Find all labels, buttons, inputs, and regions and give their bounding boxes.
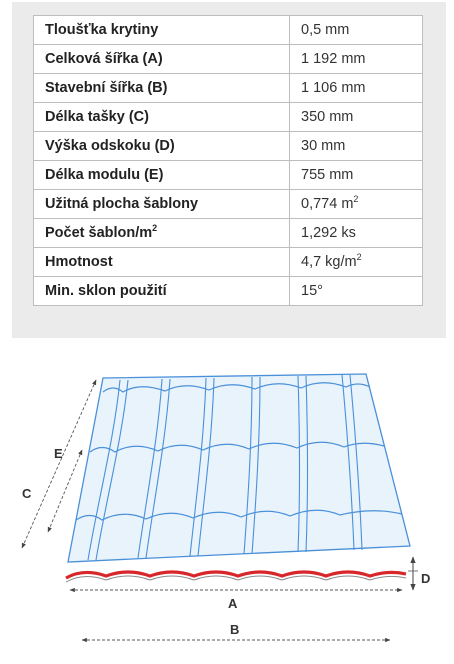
spec-value: 15° — [290, 277, 423, 306]
spec-row — [34, 45, 423, 74]
label-text: Počet šablon/m — [45, 225, 153, 241]
spec-value: 350 mm — [290, 103, 423, 132]
spec-value: 1 192 mm — [290, 45, 423, 74]
spec-value: 755 mm — [290, 161, 423, 190]
spec-value — [290, 248, 423, 277]
spec-label: Stavební šířka (B) — [34, 74, 290, 103]
spec-row — [34, 219, 423, 248]
spec-value: 30 mm — [290, 132, 423, 161]
spec-row — [34, 74, 423, 103]
spec-row — [34, 277, 423, 306]
label-d: D — [421, 571, 431, 586]
spec-table — [33, 15, 423, 306]
value-superscript: 2 — [356, 252, 362, 263]
spec-label: Užitná plocha šablony — [34, 190, 290, 219]
spec-label: Délka modulu (E) — [34, 161, 290, 190]
spec-panel — [12, 2, 446, 338]
spec-value: 1 106 mm — [290, 74, 423, 103]
spec-row — [34, 16, 423, 45]
spec-row — [34, 161, 423, 190]
spec-value: 0,5 mm — [290, 16, 423, 45]
label-c: C — [22, 486, 32, 501]
spec-label: Délka tašky (C) — [34, 103, 290, 132]
spec-label: Výška odskoku (D) — [34, 132, 290, 161]
label-e: E — [54, 446, 63, 461]
sheet-outline — [68, 374, 410, 562]
value-text: 0,774 m — [301, 196, 354, 212]
label-superscript: 2 — [152, 223, 158, 234]
spec-row — [34, 248, 423, 277]
spec-row — [34, 103, 423, 132]
label-a: A — [228, 596, 238, 611]
spec-label: Min. sklon použití — [34, 277, 290, 306]
spec-value: 1,292 ks — [290, 219, 423, 248]
label-b: B — [230, 622, 240, 637]
spec-value — [290, 190, 423, 219]
roof-tile-diagram — [0, 345, 454, 664]
spec-label: Hmotnost — [34, 248, 290, 277]
spec-label: Celková šířka (A) — [34, 45, 290, 74]
roofing-sheet — [68, 374, 410, 562]
spec-label: Tloušťka krytiny — [34, 16, 290, 45]
spec-row — [34, 190, 423, 219]
spec-row — [34, 132, 423, 161]
value-superscript: 2 — [353, 194, 359, 205]
value-text: 4,7 kg/m — [301, 254, 357, 270]
spec-label — [34, 219, 290, 248]
